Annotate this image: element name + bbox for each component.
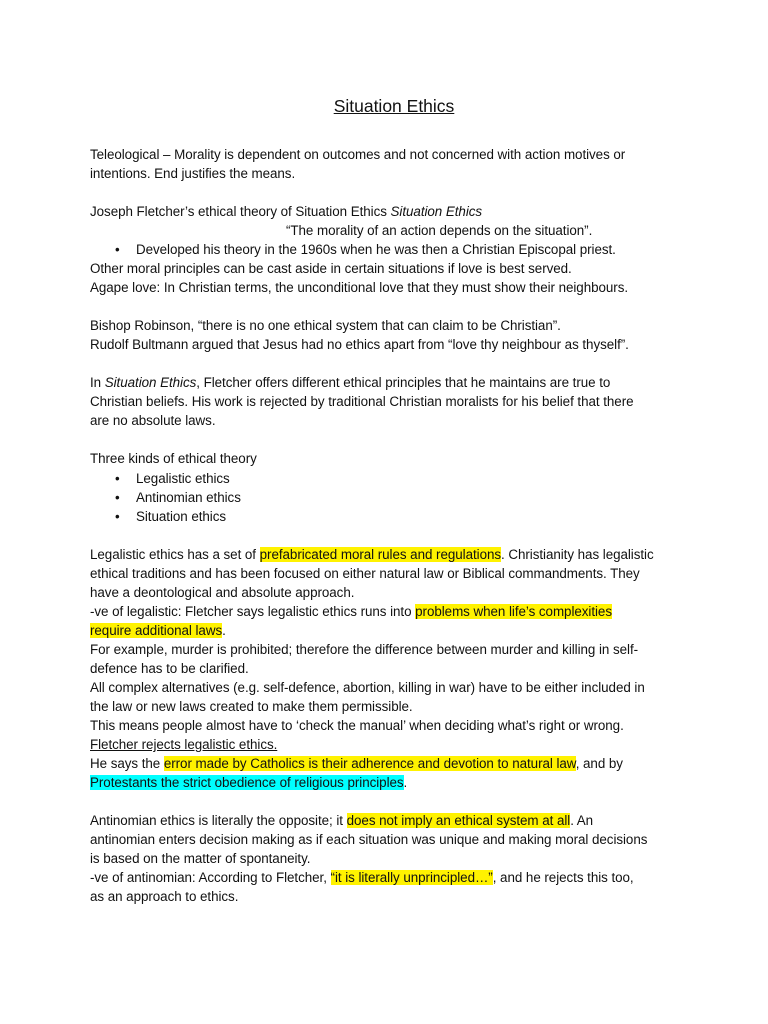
- bishop-paragraph: [90, 316, 698, 354]
- fletcher-intro: Joseph Fletcher’s ethical theory of Situation Ethics: [90, 204, 391, 219]
- text-line: the law or new laws created to make them permissible.: [90, 699, 413, 714]
- text-line: ethical traditions and has been focused on either natural law or Biblical commandments. They: [90, 566, 640, 581]
- text-fragment: -ve of legalistic: Fletcher says legalistic ethics runs into: [90, 604, 416, 619]
- text-line: Christian beliefs. His work is rejected by traditional Christian moralists for his belief that there: [90, 394, 634, 409]
- text-line: For example, murder is prohibited; therefore the difference between murder and killing in self-: [90, 642, 639, 657]
- text-line: [90, 621, 698, 640]
- text-fragment: Legalistic ethics has a set of: [90, 547, 260, 562]
- highlight: “it is literally unprincipled…”: [330, 870, 493, 885]
- text-fragment: .: [403, 775, 408, 790]
- highlight: problems when life’s complexities: [415, 604, 612, 619]
- text-fragment: He says the: [90, 756, 164, 771]
- legalistic-paragraph: [90, 545, 698, 792]
- highlight-cyan: Protestants the strict obedience of religious principles: [90, 775, 404, 790]
- text-line: Bishop Robinson, “there is no one ethical system that can claim to be Christian”.: [90, 318, 561, 333]
- text-fragment: .: [222, 623, 226, 638]
- underlined-line: Fletcher rejects legalistic ethics.: [90, 737, 278, 752]
- text-line: as an approach to ethics.: [90, 889, 239, 904]
- fletcher-paragraph: [90, 202, 698, 297]
- highlight: does not imply an ethical system at all: [346, 813, 571, 828]
- text-line: All complex alternatives (e.g. self-defence, abortion, killing in war) have to be either included in: [90, 680, 645, 695]
- book-paragraph: [90, 373, 698, 430]
- bullet-item: • Situation ethics: [90, 507, 698, 526]
- text-line: This means people almost have to ‘check the manual’ when deciding what’s right or wrong.: [90, 718, 624, 733]
- text-line: [90, 773, 698, 792]
- text-fragment: . An: [570, 813, 594, 828]
- text-line: are no absolute laws.: [90, 413, 216, 428]
- text-line: [90, 202, 698, 221]
- highlight: prefabricated moral rules and regulations: [259, 547, 502, 562]
- text-line: is based on the matter of spontaneity.: [90, 851, 311, 866]
- text-line: [90, 811, 698, 830]
- bullet-item: • Developed his theory in the 1960s when he was then a Christian Episcopal priest.: [90, 240, 698, 259]
- text-fragment: In: [90, 375, 105, 390]
- highlight: require additional laws: [90, 623, 223, 638]
- text-line: have a deontological and absolute approach.: [90, 585, 355, 600]
- text-line: antinomian enters decision making as if each situation was unique and making moral decisions: [90, 832, 648, 847]
- text-line: [90, 602, 698, 621]
- text-fragment: Antinomian ethics is literally the opposite; it: [90, 813, 347, 828]
- teleological-paragraph: [90, 145, 698, 183]
- text-line: [90, 868, 698, 887]
- text-line: [90, 373, 698, 392]
- text-line: Agape love: In Christian terms, the unconditional love that they must show their neighbours.: [90, 280, 629, 295]
- text-line: defence has to be clarified.: [90, 661, 249, 676]
- italic-title: Situation Ethics: [104, 375, 197, 390]
- text-line: [90, 754, 698, 773]
- text-line: Rudolf Bultmann argued that Jesus had no ethics apart from “love thy neighbour as thyself”.: [90, 337, 629, 352]
- kinds-heading: Three kinds of ethical theory: [90, 451, 257, 466]
- text-fragment: . Christianity has legalistic: [501, 547, 654, 562]
- text-line: Teleological – Morality is dependent on outcomes and not concerned with action motives or: [90, 147, 626, 162]
- text-line: [90, 545, 698, 564]
- bullet-item: • Legalistic ethics: [90, 469, 698, 488]
- fletcher-quote: “The morality of an action depends on the situation”.: [286, 223, 593, 238]
- antinomian-paragraph: [90, 811, 698, 906]
- bullet-item: • Antinomian ethics: [90, 488, 698, 507]
- text-fragment: , and by: [575, 756, 623, 771]
- text-line: intentions. End justifies the means.: [90, 166, 296, 181]
- kinds-paragraph: [90, 449, 698, 526]
- highlight: error made by Catholics is their adherence and devotion to natural law: [163, 756, 576, 771]
- text-line: Other moral principles can be cast aside in certain situations if love is best served.: [90, 261, 572, 276]
- text-fragment: , and he rejects this too,: [492, 870, 634, 885]
- italic-title: Situation Ethics: [390, 204, 483, 219]
- text-fragment: , Fletcher offers different ethical principles that he maintains are true to: [196, 375, 611, 390]
- page-title: Situation Ethics: [333, 96, 455, 116]
- text-fragment: -ve of antinomian: According to Fletcher,: [90, 870, 331, 885]
